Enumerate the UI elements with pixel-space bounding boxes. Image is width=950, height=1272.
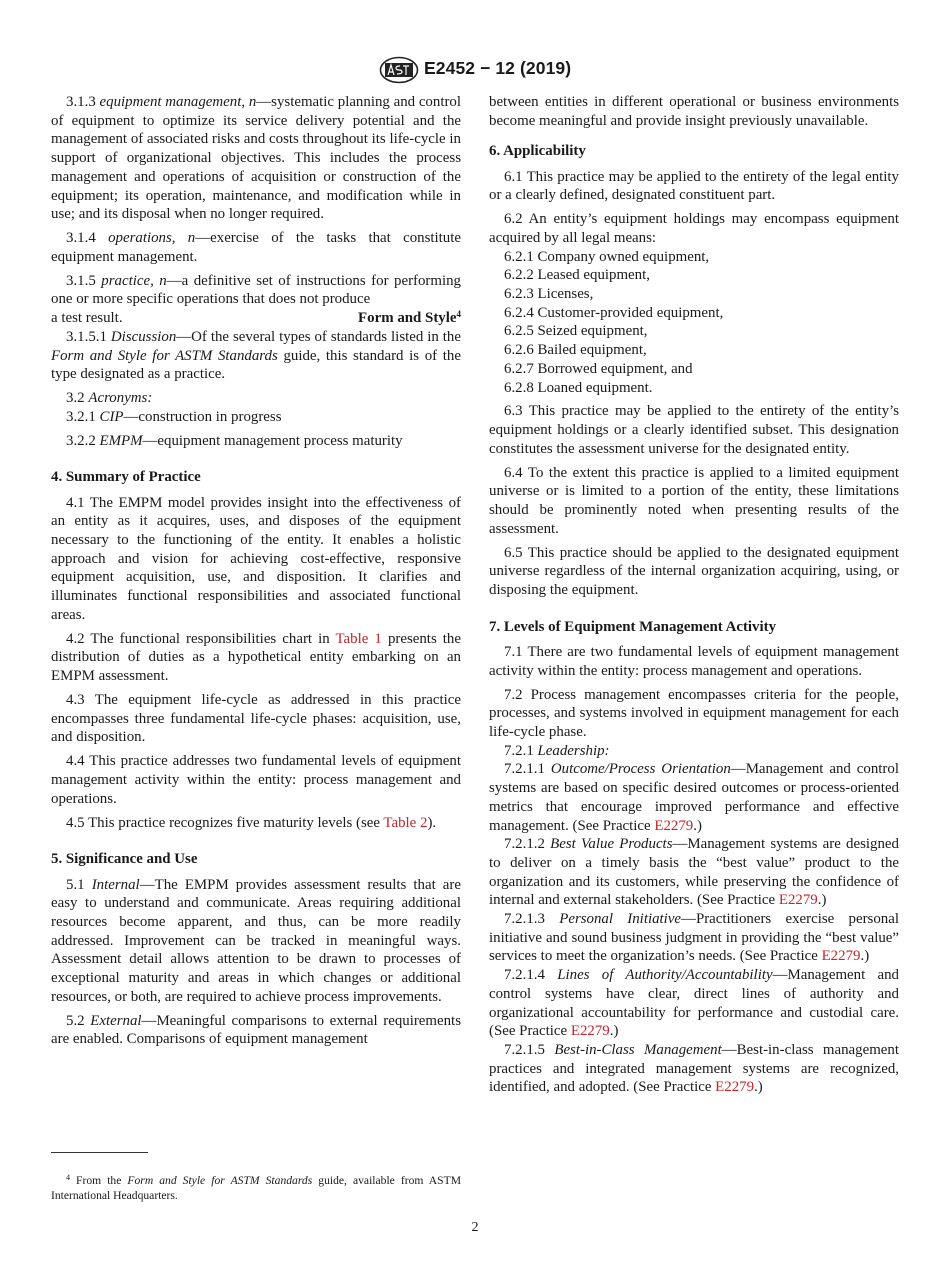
e2279-link[interactable]: E2279 — [570, 1023, 610, 1040]
section-4-heading: 4. Summary of Practice — [51, 469, 201, 486]
list-item: 6.2.7 Borrowed equipment, and — [504, 360, 693, 377]
form-and-style-label: Form and Style$^4$ — [358, 309, 461, 327]
paragraph-7-2: 7.2 Process management encompasses criteria for the people, processes, and systems involved in equipment management for each life-cycle phase. — [489, 686, 899, 741]
paragraph-6-5: 6.5 This practice should be applied to the designated equipment universe regardless of the internal organization acquiring, using, or disposing the equipment. — [489, 544, 899, 599]
left-column — [51, 93, 461, 1054]
list-item: 6.2.3 Licenses, — [504, 286, 594, 303]
paragraph-6-2: 6.2 An entity’s equipment holdings may encompass equipment acquired by all legal means: — [489, 211, 899, 246]
paragraph-6-3: 6.3 This practice may be applied to the entirety of the entity’s equipment holdings or a clearly identified subset. This designation constitutes the assessment universe for the designated entity. — [489, 403, 899, 457]
e2279-link[interactable]: E2279 — [654, 817, 694, 834]
e2279-link[interactable]: E2279 — [821, 948, 861, 965]
paragraph-3-2-2: 3.2.2 EMPM—equipment management process maturity — [66, 432, 403, 449]
paragraph-3-1-5: 3.1.5 practice, n—a definitive set of instructions for performing one or more specific operations that does not produce — [51, 272, 461, 308]
e2279-link[interactable]: E2279 — [778, 892, 818, 909]
paragraph-3-1-3: 3.1.3 equipment management, n—systematic planning and control of equipment to optimize its service delivery potential and the management of associated risks and costs throughout its life-cycle in support of organizational objectives. This includes the process management and operations of acquisition or construction of the equipment; its operation, maintenance, and modification while in use; and its disposal when no longer required. — [51, 94, 461, 223]
list-item: 6.2.2 Leased equipment, — [504, 267, 650, 284]
astm-logo-icon — [379, 56, 419, 84]
paragraph-7-2-1: 7.2.1 Leadership: — [504, 742, 610, 759]
paragraph-6-4: 6.4 To the extent this practice is applied to a limited equipment universe or is limited to a portion of the entity, these limitations should be prominently noted when presenting results of the assessment. — [489, 464, 899, 537]
table-2-link[interactable]: Table 2 — [383, 814, 428, 831]
paragraph-7-2-1-1: 7.2.1.1 Outcome/Process Orientation—Management and control systems are based on specific desired outcomes or process-oriented metrics that encourage improved performance and effective management. (See Practice E2279.) — [489, 761, 899, 834]
paragraph-5-1: 5.1 Internal—The EMPM provides assessment results that are easy to understand and communicate. Areas requiring additional resources become apparent, and thus, can be more readily addressed. Improvement can be tracked in meaningful ways. Assessment detail allows attention to be drawn to processes of exceptional maturity and areas in which changes or additional resources, or both, are required to achieve process improvements. — [51, 876, 461, 1005]
equipment-means-list — [489, 248, 899, 398]
paragraph-7-1: 7.1 There are two fundamental levels of equipment management activity within the entity: process management and operations. — [489, 644, 899, 679]
paragraph-6-1: 6.1 This practice may be applied to the entirety of the legal entity or a clearly defined, designated constituent part. — [489, 168, 899, 204]
section-6-heading: 6. Applicability — [489, 143, 586, 160]
list-item: 6.2.4 Customer-provided equipment, — [504, 304, 724, 321]
list-item: 6.2.8 Loaned equipment. — [504, 379, 653, 396]
paragraph-7-2-1-3: 7.2.1.3 Personal Initiative—Practitioners exercise personal initiative and sound business judgment in providing the “best value” services to meet the organization’s needs. (See Practice E2279.) — [489, 911, 899, 965]
section-5-heading: 5. Significance and Use — [51, 851, 198, 868]
paragraph-7-2-1-4: 7.2.1.4 Lines of Authority/Accountability—Management and control systems have clear, direct lines of authority and organizational accountability for performance and custodial care. (See Practice E2279.) — [489, 967, 899, 1040]
footnote-4: $^4$ From the Form and Style for ASTM Standards guide, available from ASTM International Headquarters. — [51, 1172, 462, 1202]
paragraph-3-2-1: 3.2.1 CIP—construction in progress — [66, 408, 282, 425]
document-id: E2452 − 12 (2019) — [424, 58, 572, 78]
paragraph-5-2: 5.2 External—Meaningful comparisons to external requirements are enabled. Comparisons of equipment management — [51, 1012, 461, 1048]
footnote-divider — [51, 1152, 148, 1153]
paragraph-5-2-continued: between entities in different operational or business environments become meaningful and provide insight previously unavailable. — [489, 94, 899, 129]
page-number: 2 — [471, 1220, 479, 1235]
right-column — [489, 93, 899, 1097]
list-item: 6.2.6 Bailed equipment, — [504, 342, 647, 359]
paragraph-4-5: 4.5 This practice recognizes five maturity levels (see Table 2). — [66, 814, 437, 831]
list-item: 6.2.5 Seized equipment, — [504, 323, 648, 340]
table-1-link[interactable]: Table 1 — [335, 630, 382, 647]
paragraph-4-4: 4.4 This practice addresses two fundamental levels of equipment management activity within the entity: process management and operations. — [51, 753, 461, 807]
page-header — [0, 56, 950, 84]
paragraph-7-2-1-5: 7.2.1.5 Best-in-Class Management—Best-in-class management practices and integrated management systems are recognized, identified, and adopted. (See Practice E2279.) — [489, 1041, 899, 1096]
paragraph-7-2-1-2: 7.2.1.2 Best Value Products—Management systems are designed to deliver on a timely basis the “best value” product to the organization and its customers, while preserving the confidence of internal and external stakeholders. (See Practice E2279.) — [489, 836, 899, 909]
paragraph-4-2: 4.2 The functional responsibilities chart in Table 1 presents the distribution of duties as a hypothetical entity embarking on an EMPM assessment. — [51, 630, 461, 685]
paragraph-3-1-4: 3.1.4 operations, n—exercise of the tasks that constitute equipment management. — [51, 230, 461, 265]
paragraph-3-1-5-end: a test result. Form and Style$^4$ — [51, 309, 461, 327]
list-item: 6.2.1 Company owned equipment, — [504, 248, 710, 265]
paragraph-3-2: 3.2 Acronyms: — [66, 390, 153, 407]
paragraph-4-1: 4.1 The EMPM model provides insight into the effectiveness of an entity as it acquires, uses, and disposes of the equipment necessary to the functioning of the entity. It enables a holistic approach and vision for achieving cost-effective, responsive equipment acquisition, use, and disposition. It clarifies and illuminates functional responsibilities and associated functional areas. — [51, 494, 461, 623]
e2279-link[interactable]: E2279 — [715, 1079, 755, 1096]
paragraph-3-1-5-1: 3.1.5.1 Discussion—Of the several types of standards listed in the Form and Style for ASTM Standards guide, this standard is of the type designated as a practice. — [51, 328, 461, 383]
paragraph-4-3: 4.3 The equipment life-cycle as addressed in this practice encompasses three fundamental life-cycle phases: acquisition, use, and disposition. — [51, 692, 461, 746]
section-7-heading: 7. Levels of Equipment Management Activity — [489, 618, 777, 635]
